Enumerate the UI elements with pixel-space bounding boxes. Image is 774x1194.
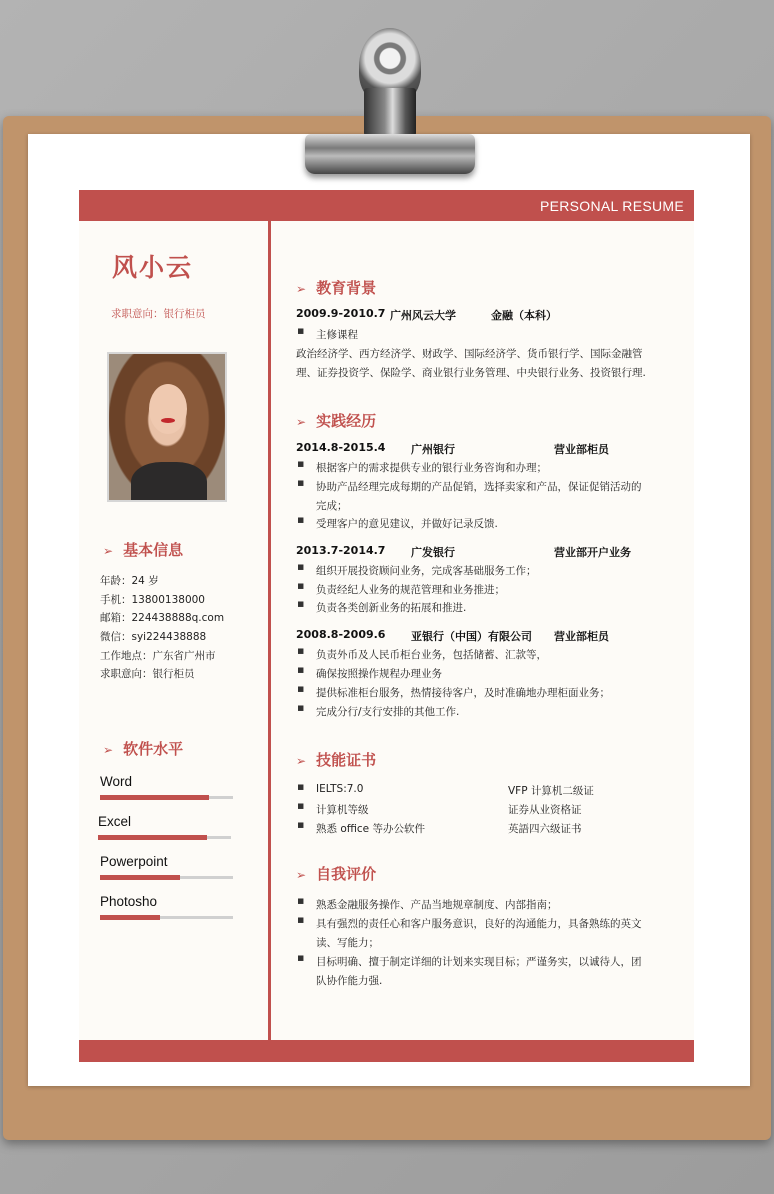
cert-item: 英語四六级证书 xyxy=(508,823,582,835)
education-major: 金融（本科） xyxy=(491,309,557,322)
job-line: 负责经纪人业务的规范管理和业务推进； xyxy=(316,584,505,596)
info-item: 邮箱：224438888q.com xyxy=(100,612,225,625)
bullet-icon xyxy=(297,894,304,907)
bullet-icon xyxy=(297,324,304,337)
arrow-icon: ➢ xyxy=(296,868,307,882)
job-period: 2013.7-2014.7 xyxy=(296,544,386,557)
bullet-icon xyxy=(297,597,304,610)
self-eval-title: ➢ 自我评价 xyxy=(296,865,377,883)
arrow-icon: ➢ xyxy=(103,743,114,757)
bullet-icon xyxy=(297,701,304,714)
skill-photoshop xyxy=(100,894,233,909)
bullet-icon xyxy=(297,560,304,573)
header-bar xyxy=(79,190,694,221)
binder-clip-neck xyxy=(364,88,416,136)
job-line: 协助产品经理完成每期的产品促销，选择卖家和产品，保证促销活动的 xyxy=(316,481,642,493)
job-line: 负责各类创新业务的拓展和推进. xyxy=(316,602,467,614)
job-line: 提供标准柜台服务，热情接待客户，及时准确地办理柜面业务； xyxy=(316,687,610,699)
bullet-icon xyxy=(297,663,304,676)
bullet-icon xyxy=(297,513,304,526)
info-item: 微信：syi224438888 xyxy=(100,631,207,644)
skill-track xyxy=(100,796,233,799)
self-eval-line: 具有强烈的责任心和客户服务意识，良好的沟通能力，具备熟练的英文 xyxy=(316,918,642,930)
self-eval-line: 读、写能力； xyxy=(316,937,379,949)
skill-label: Photosho xyxy=(100,894,158,909)
bullet-icon xyxy=(297,579,304,592)
skill-track xyxy=(98,836,231,839)
cert-item: 熟悉 office 等办公软件 xyxy=(316,823,425,835)
footer-bar xyxy=(79,1040,694,1062)
cert-item: VFP 计算机二级证 xyxy=(508,785,594,797)
job-company: 亚银行（中国）有限公司 xyxy=(411,630,532,643)
bullet-icon xyxy=(297,818,304,831)
job-line: 确保按照操作规程办理业务 xyxy=(316,668,442,680)
education-period: 2009.9-2010.7 xyxy=(296,307,386,320)
info-item: 求职意向：银行柜员 xyxy=(100,668,195,681)
skill-word xyxy=(100,774,233,789)
course-label: 主修课程 xyxy=(316,329,358,341)
job-position: 营业部开户业务 xyxy=(554,546,631,559)
certs-title: ➢ 技能证书 xyxy=(296,751,377,769)
bullet-icon xyxy=(297,644,304,657)
cert-item: IELTS:7.0 xyxy=(316,783,364,795)
bullet-icon xyxy=(297,913,304,926)
binder-clip-base xyxy=(305,134,475,174)
self-eval-line: 队协作能力强. xyxy=(316,975,383,987)
skill-label: Powerpoint xyxy=(100,854,168,869)
bullet-icon xyxy=(297,682,304,695)
job-intent: 求职意向：银行柜员 xyxy=(111,308,206,320)
courses-line: 理、证券投资学、保险学、商业银行业务管理、中央银行业务、投资银行理. xyxy=(296,367,646,379)
bullet-icon xyxy=(297,951,304,964)
basic-info-list xyxy=(100,572,224,684)
software-title: ➢ 软件水平 xyxy=(103,740,184,758)
job-line: 完成分行/支行安排的其他工作. xyxy=(316,706,460,718)
basic-info-title: ➢ 基本信息 xyxy=(103,541,184,559)
header-title: PERSONAL RESUME xyxy=(539,198,684,214)
self-eval-line: 目标明确、擅于制定详细的计划来实现目标；严谨务实，以诚待人，团 xyxy=(316,956,642,968)
skill-fill xyxy=(100,795,209,800)
photo-face xyxy=(149,384,187,434)
skill-label: Excel xyxy=(98,814,132,829)
skill-track xyxy=(100,916,233,919)
job-period: 2014.8-2015.4 xyxy=(296,441,386,454)
courses-line: 政治经济学、西方经济学、财政学、国际经济学、货币银行学、国际金融管 xyxy=(296,348,643,360)
job-company: 广发银行 xyxy=(411,546,455,559)
bullet-icon xyxy=(297,780,304,793)
photo-body xyxy=(131,462,207,502)
job-line: 完成； xyxy=(316,500,348,512)
skill-excel xyxy=(98,814,231,829)
education-title: ➢ 教育背景 xyxy=(296,279,377,297)
cert-item: 证券从业资格证 xyxy=(508,804,582,816)
profile-photo xyxy=(107,352,227,502)
job-line: 负责外币及人民币柜台业务，包括储蓄、汇款等， xyxy=(316,649,547,661)
candidate-name: 风小云 xyxy=(112,253,194,282)
arrow-icon: ➢ xyxy=(296,754,307,768)
info-item: 手机：13800138000 xyxy=(100,593,205,606)
arrow-icon: ➢ xyxy=(103,544,114,558)
job-position: 营业部柜员 xyxy=(554,630,609,643)
info-item: 工作地点：广东省广州市 xyxy=(100,649,216,662)
skill-label: Word xyxy=(100,774,133,789)
skill-track xyxy=(100,876,233,879)
bullet-icon xyxy=(297,457,304,470)
job-line: 根据客户的需求提供专业的银行业务咨询和办理； xyxy=(316,462,547,474)
info-item: 年龄：24 岁 xyxy=(100,575,159,587)
job-line: 受理客户的意见建议，并做好记录反馈. xyxy=(316,518,498,530)
bullet-icon xyxy=(297,799,304,812)
job-company: 广州银行 xyxy=(411,443,455,456)
photo-lips xyxy=(161,418,175,423)
column-divider xyxy=(268,221,271,1040)
skill-fill xyxy=(98,835,207,840)
cert-item: 计算机等级 xyxy=(316,804,369,816)
arrow-icon: ➢ xyxy=(296,282,307,296)
self-eval-line: 熟悉金融服务操作、产品当地规章制度、内部指南； xyxy=(316,899,558,911)
experience-title: ➢ 实践经历 xyxy=(296,412,377,430)
arrow-icon: ➢ xyxy=(296,415,307,429)
skill-fill xyxy=(100,875,180,880)
resume xyxy=(79,190,694,1062)
job-period: 2008.8-2009.6 xyxy=(296,628,386,641)
job-position: 营业部柜员 xyxy=(554,443,609,456)
education-school: 广州风云大学 xyxy=(390,309,456,322)
bullet-icon xyxy=(297,476,304,489)
skill-powerpoint xyxy=(100,854,233,869)
skill-fill xyxy=(100,915,160,920)
job-line: 组织开展投资顾问业务，完成客基础服务工作； xyxy=(316,565,537,577)
